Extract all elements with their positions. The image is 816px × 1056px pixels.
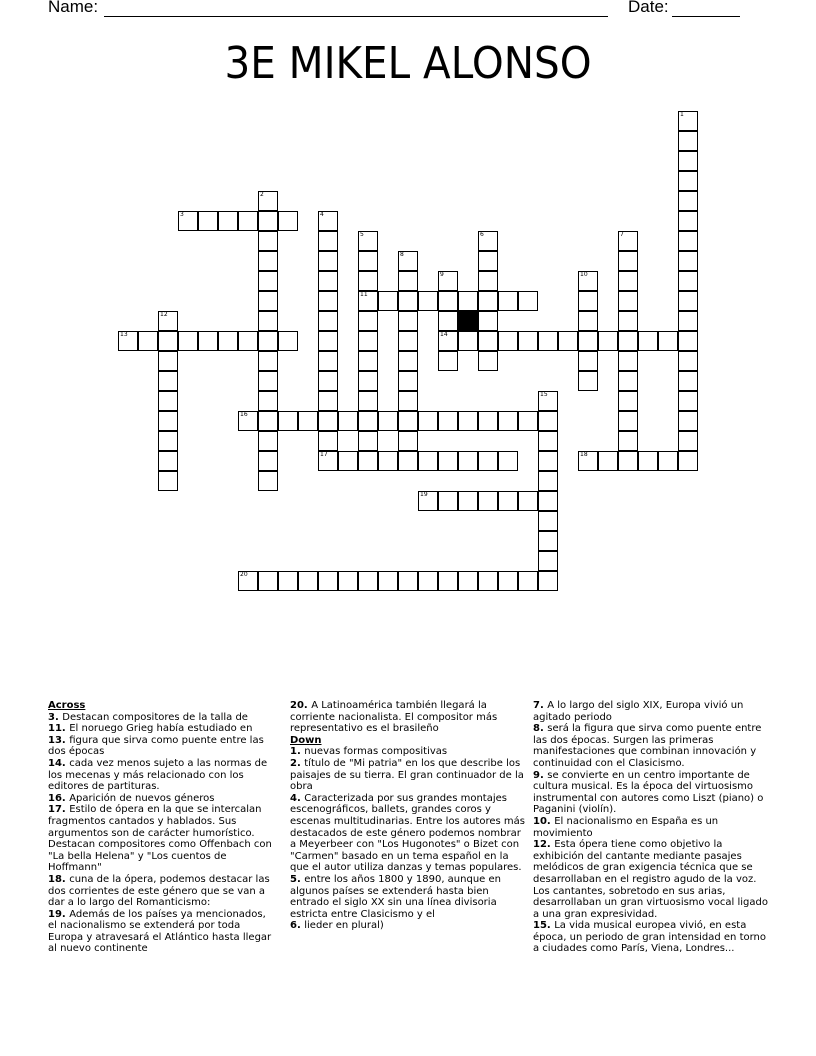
clue-item [290, 746, 526, 758]
grid-cell[interactable] [258, 311, 278, 331]
clue-item [290, 758, 526, 793]
grid-cell[interactable] [378, 571, 398, 591]
clue-number-label: 13 [120, 331, 128, 338]
grid-cell[interactable] [278, 571, 298, 591]
grid-cell[interactable] [458, 451, 478, 471]
grid-cell[interactable] [398, 311, 418, 331]
grid-cell[interactable] [538, 411, 558, 431]
grid-cell[interactable] [258, 211, 278, 231]
grid-cell[interactable] [498, 411, 518, 431]
grid-cell[interactable] [358, 271, 378, 291]
grid-cell[interactable] [578, 291, 598, 311]
grid-cell[interactable] [398, 291, 418, 311]
clue-item [48, 723, 276, 735]
grid-cell[interactable] [398, 331, 418, 351]
grid-cell[interactable] [678, 451, 698, 471]
grid-cell[interactable] [578, 311, 598, 331]
clue-item [533, 816, 769, 839]
grid-cell[interactable] [238, 211, 258, 231]
clue-number: 7. [533, 700, 548, 711]
grid-cell[interactable] [558, 331, 578, 351]
grid-cell[interactable] [258, 351, 278, 371]
grid-cell[interactable] [478, 271, 498, 291]
grid-cell[interactable] [678, 171, 698, 191]
grid-cell[interactable] [258, 231, 278, 251]
clue-number-label: 7 [620, 231, 624, 238]
clue-item [48, 909, 276, 955]
grid-cell[interactable] [478, 291, 498, 311]
grid-cell[interactable] [358, 411, 378, 431]
grid-cell[interactable] [498, 491, 518, 511]
grid-cell[interactable] [418, 411, 438, 431]
clue-number: 6. [290, 920, 305, 932]
clue-number-label: 20 [240, 571, 248, 578]
grid-cell[interactable] [478, 491, 498, 511]
grid-cell[interactable] [418, 571, 438, 591]
grid-cell[interactable] [538, 511, 558, 531]
clue-item [48, 735, 276, 758]
grid-cell[interactable] [478, 331, 498, 351]
grid-cell[interactable] [458, 491, 478, 511]
grid-cell[interactable] [538, 551, 558, 571]
grid-cell[interactable] [538, 431, 558, 451]
grid-cell[interactable] [598, 451, 618, 471]
grid-cell[interactable] [398, 351, 418, 371]
across-heading: Across [48, 700, 86, 711]
clues-column-3 [533, 700, 769, 955]
grid-cell[interactable] [678, 151, 698, 171]
grid-cell[interactable] [478, 451, 498, 471]
grid-cell[interactable] [338, 411, 358, 431]
grid-cell[interactable] [518, 571, 538, 591]
grid-cell[interactable] [258, 271, 278, 291]
grid-cell[interactable] [398, 411, 418, 431]
grid-cell[interactable] [678, 211, 698, 231]
clue-item [533, 920, 769, 955]
clue-text: Además de los países ya mencionados, el nacionalismo se extenderá por toda Europa y atravesará el Atlántico hasta llegar al nuevo continente [48, 908, 272, 955]
grid-cell[interactable] [158, 331, 178, 351]
clue-item [533, 723, 769, 769]
grid-cell[interactable] [618, 331, 638, 351]
grid-cell[interactable] [678, 251, 698, 271]
grid-cell[interactable] [158, 351, 178, 371]
grid-cell[interactable] [258, 371, 278, 391]
grid-cell[interactable] [198, 211, 218, 231]
clue-text: A Latinoamérica también llegará la corriente nacionalista. El compositor más representativo es el brasileño [290, 700, 498, 735]
grid-cell[interactable] [278, 211, 298, 231]
grid-cell[interactable] [398, 431, 418, 451]
clue-number-label: 6 [480, 231, 484, 238]
clue-number: 12. [533, 839, 555, 851]
grid-cell[interactable] [318, 311, 338, 331]
clue-number-label: 4 [320, 211, 324, 218]
grid-cell[interactable] [318, 391, 338, 411]
clue-item [48, 712, 276, 724]
grid-cell[interactable] [318, 351, 338, 371]
clue-number: 3. [48, 711, 63, 723]
grid-cell[interactable] [438, 411, 458, 431]
grid-cell[interactable] [158, 391, 178, 411]
grid-cell[interactable] [458, 571, 478, 591]
clue-text: El noruego Grieg había estudiado en [69, 723, 253, 735]
grid-cell[interactable] [678, 331, 698, 351]
grid-cell[interactable] [638, 331, 658, 351]
clue-text: La vida musical europea vivió, en esta época, un periodo de gran intensidad en torno a ciudades como París, Viena, Londres... [533, 920, 767, 955]
name-label: Name: [48, 0, 99, 16]
grid-cell[interactable] [398, 451, 418, 471]
grid-cell[interactable] [198, 331, 218, 351]
clue-item [290, 700, 526, 735]
down-clue-list-1 [290, 746, 526, 932]
grid-cell[interactable] [258, 451, 278, 471]
clue-number-label: 14 [440, 331, 448, 338]
clue-number: 9. [533, 769, 548, 781]
grid-cell[interactable] [438, 491, 458, 511]
grid-cell[interactable] [418, 451, 438, 471]
clue-number: 1. [290, 746, 305, 758]
grid-cell[interactable] [358, 351, 378, 371]
clue-number-label: 12 [160, 311, 168, 318]
grid-cell[interactable] [478, 571, 498, 591]
clue-number-label: 8 [400, 251, 404, 258]
grid-cell[interactable] [618, 391, 638, 411]
grid-cell[interactable] [618, 291, 638, 311]
clue-number: 17. [48, 804, 70, 816]
clue-text: El nacionalismo en España es un movimiento [533, 815, 719, 839]
grid-cell[interactable] [158, 451, 178, 471]
clue-text: será la figura que sirva como puente entre las dos épocas. Surgen las primeras manifestaciones que combinan innovación y continuidad con el Clasicismo. [533, 723, 762, 769]
clue-text: nuevas formas compositivas [304, 746, 448, 758]
grid-cell[interactable] [618, 311, 638, 331]
grid-cell[interactable] [358, 431, 378, 451]
clues-column-2 [290, 700, 526, 932]
clue-text: título de "Mi patria" en los que describe los paisajes de su tierra. El gran continuador de la obra [290, 757, 524, 793]
grid-cell[interactable] [518, 291, 538, 311]
grid-cell[interactable] [658, 331, 678, 351]
grid-cell[interactable] [158, 411, 178, 431]
clue-number-label: 9 [440, 271, 444, 278]
grid-cell[interactable] [538, 491, 558, 511]
clue-number-label: 5 [360, 231, 364, 238]
clue-text: se convierte en un centro importante de cultura musical. Es la época del virtuosismo instrumental con autores como Liszt (piano) o Paganini (violín). [533, 769, 764, 816]
grid-cell[interactable] [378, 451, 398, 471]
grid-cell[interactable] [578, 331, 598, 351]
grid-cell[interactable] [178, 331, 198, 351]
grid-cell[interactable] [318, 371, 338, 391]
grid-cell[interactable] [478, 411, 498, 431]
grid-cell[interactable] [318, 571, 338, 591]
grid-cell[interactable] [578, 371, 598, 391]
page-title: 3E MIKEL ALONSO [224, 38, 592, 89]
clue-item [533, 770, 769, 816]
clue-number: 18. [48, 873, 70, 885]
grid-cell[interactable] [538, 331, 558, 351]
clue-number-label: 11 [360, 291, 368, 298]
grid-cell[interactable] [358, 391, 378, 411]
clue-text: cuna de la ópera, podemos destacar las dos corrientes de este género que se van a dar a lo largo del Romanticismo: [48, 873, 270, 909]
clue-text: cada vez menos sujeto a las normas de los mecenas y más relacionado con los editores de partituras. [48, 757, 268, 793]
grid-cell[interactable] [258, 471, 278, 491]
grid-cell[interactable] [578, 351, 598, 371]
grid-cell[interactable] [258, 571, 278, 591]
clue-number-label: 15 [540, 391, 548, 398]
grid-cell[interactable] [318, 271, 338, 291]
grid-cell[interactable] [518, 411, 538, 431]
grid-cell[interactable] [478, 251, 498, 271]
grid-cell[interactable] [258, 291, 278, 311]
grid-cell[interactable] [538, 451, 558, 471]
grid-cell[interactable] [618, 451, 638, 471]
grid-cell[interactable] [478, 311, 498, 331]
grid-cell[interactable] [158, 471, 178, 491]
grid-cell[interactable] [518, 491, 538, 511]
clue-number-label: 19 [420, 491, 428, 498]
grid-cell[interactable] [538, 471, 558, 491]
grid-cell[interactable] [538, 571, 558, 591]
grid-cell[interactable] [598, 331, 618, 351]
black-square [458, 311, 478, 331]
grid-cell[interactable] [678, 411, 698, 431]
clue-number: 13. [48, 734, 70, 746]
grid-cell[interactable] [678, 231, 698, 251]
grid-cell[interactable] [398, 391, 418, 411]
grid-cell[interactable] [438, 351, 458, 371]
clue-text: entre los años 1800 y 1890, aunque en algunos países se extenderá hasta bien entrado el siglo XX sin una línea divisoria estricta entre Clasicismo y el [290, 873, 501, 920]
clue-text: Estilo de ópera en la que se intercalan fragmentos cantados y hablados. Sus argumentos son de carácter humorístico. Destacan compositores como Offenbach con "La bella Helena" y "Los cuentos de Hoffmann" [48, 804, 272, 874]
grid-cell[interactable] [678, 391, 698, 411]
grid-cell[interactable] [638, 451, 658, 471]
grid-cell[interactable] [678, 191, 698, 211]
grid-cell[interactable] [258, 331, 278, 351]
clue-number: 16. [48, 792, 70, 804]
clue-number: 10. [533, 815, 555, 827]
grid-cell[interactable] [438, 451, 458, 471]
clue-number-label: 18 [580, 451, 588, 458]
grid-cell[interactable] [458, 411, 478, 431]
clue-text: Aparición de nuevos géneros [69, 792, 215, 804]
grid-cell[interactable] [618, 351, 638, 371]
grid-cell[interactable] [458, 291, 478, 311]
grid-cell[interactable] [618, 371, 638, 391]
grid-cell[interactable] [258, 391, 278, 411]
clue-number-label: 10 [580, 271, 588, 278]
grid-cell[interactable] [438, 291, 458, 311]
grid-cell[interactable] [678, 271, 698, 291]
grid-cell[interactable] [618, 271, 638, 291]
clue-number: 19. [48, 908, 70, 920]
grid-cell[interactable] [518, 331, 538, 351]
grid-cell[interactable] [678, 311, 698, 331]
grid-cell[interactable] [358, 451, 378, 471]
clue-text: Destacan compositores de la talla de [62, 711, 248, 723]
grid-cell[interactable] [318, 411, 338, 431]
clue-number-label: 1 [680, 111, 684, 118]
clue-item [48, 793, 276, 805]
clue-number-label: 2 [260, 191, 264, 198]
grid-cell[interactable] [358, 311, 378, 331]
clue-number-label: 17 [320, 451, 328, 458]
clue-number: 15. [533, 920, 555, 932]
across-clue-list-2 [290, 700, 526, 735]
clue-number: 2. [290, 757, 305, 769]
grid-cell[interactable] [678, 371, 698, 391]
grid-cell[interactable] [618, 251, 638, 271]
clue-text: Esta ópera tiene como objetivo la exhibición del cantante mediante pasajes melódicos de gran exigencia técnica que se desarrollaban en el registro agudo de la voz. Los cantantes, sobretodo en sus arias, desarrollaban un gran virtuosismo vocal ligado a una gran expresividad. [533, 839, 768, 920]
clue-number: 11. [48, 723, 70, 735]
clue-item [290, 874, 526, 920]
clue-item [290, 793, 526, 874]
grid-cell[interactable] [138, 331, 158, 351]
grid-cell[interactable] [318, 431, 338, 451]
grid-cell[interactable] [498, 451, 518, 471]
grid-cell[interactable] [318, 251, 338, 271]
grid-cell[interactable] [618, 411, 638, 431]
clue-item [48, 758, 276, 793]
grid-cell[interactable] [678, 131, 698, 151]
grid-cell[interactable] [678, 351, 698, 371]
grid-cell[interactable] [338, 571, 358, 591]
clue-text: A lo largo del siglo XIX, Europa vivió un agitado periodo [533, 700, 744, 723]
grid-cell[interactable] [298, 411, 318, 431]
grid-cell[interactable] [318, 331, 338, 351]
down-heading: Down [290, 734, 322, 746]
clue-number: 4. [290, 792, 305, 804]
clue-text: Caracterizada por sus grandes montajes escenográficos, ballets, grandes coros y escenas multitudinarias. Entre los autores más destacados de este género podemos nombrar a Meyerbeer con "Los Hugonotes" o Bizet con "Carmen" basado en un tema español en la que el autor utiliza danzas y temas populares. [290, 792, 525, 874]
clue-number: 14. [48, 757, 70, 769]
clue-item [533, 700, 769, 723]
grid-cell[interactable] [438, 311, 458, 331]
grid-cell[interactable] [258, 251, 278, 271]
clue-number: 8. [533, 723, 548, 735]
clue-text: figura que sirva como puente entre las dos épocas [48, 734, 264, 758]
grid-cell[interactable] [338, 451, 358, 471]
grid-cell[interactable] [438, 571, 458, 591]
grid-cell[interactable] [678, 291, 698, 311]
grid-cell[interactable] [158, 431, 178, 451]
grid-cell[interactable] [498, 331, 518, 351]
grid-cell[interactable] [318, 231, 338, 251]
grid-cell[interactable] [658, 451, 678, 471]
grid-cell[interactable] [618, 431, 638, 451]
grid-cell[interactable] [238, 331, 258, 351]
down-clue-list-2 [533, 700, 769, 955]
grid-cell[interactable] [298, 571, 318, 591]
grid-cell[interactable] [358, 331, 378, 351]
clue-item [533, 839, 769, 920]
grid-cell[interactable] [418, 291, 438, 311]
grid-cell[interactable] [398, 371, 418, 391]
grid-cell[interactable] [358, 251, 378, 271]
grid-cell[interactable] [398, 271, 418, 291]
grid-cell[interactable] [458, 331, 478, 351]
grid-cell[interactable] [358, 571, 378, 591]
grid-cell[interactable] [358, 371, 378, 391]
grid-cell[interactable] [218, 211, 238, 231]
grid-cell[interactable] [678, 431, 698, 451]
clue-item [48, 874, 276, 909]
grid-cell[interactable] [258, 411, 278, 431]
clue-number-label: 16 [240, 411, 248, 418]
grid-cell[interactable] [498, 291, 518, 311]
clue-number-label: 3 [180, 211, 184, 218]
grid-cell[interactable] [158, 371, 178, 391]
clue-number: 20. [290, 700, 312, 711]
grid-cell[interactable] [378, 291, 398, 311]
clue-text: lieder en plural) [304, 920, 384, 932]
grid-cell[interactable] [278, 411, 298, 431]
grid-cell[interactable] [278, 331, 298, 351]
clues-column-1 [48, 700, 276, 955]
grid-cell[interactable] [398, 571, 418, 591]
grid-cell[interactable] [478, 351, 498, 371]
grid-cell[interactable] [378, 411, 398, 431]
across-clue-list-1 [48, 712, 276, 955]
clue-item [48, 804, 276, 874]
clue-number: 5. [290, 873, 305, 885]
date-label: Date: [628, 0, 669, 16]
grid-cell[interactable] [498, 571, 518, 591]
grid-cell[interactable] [318, 291, 338, 311]
grid-cell[interactable] [258, 431, 278, 451]
grid-cell[interactable] [538, 531, 558, 551]
clue-item [290, 920, 526, 932]
grid-cell[interactable] [218, 331, 238, 351]
